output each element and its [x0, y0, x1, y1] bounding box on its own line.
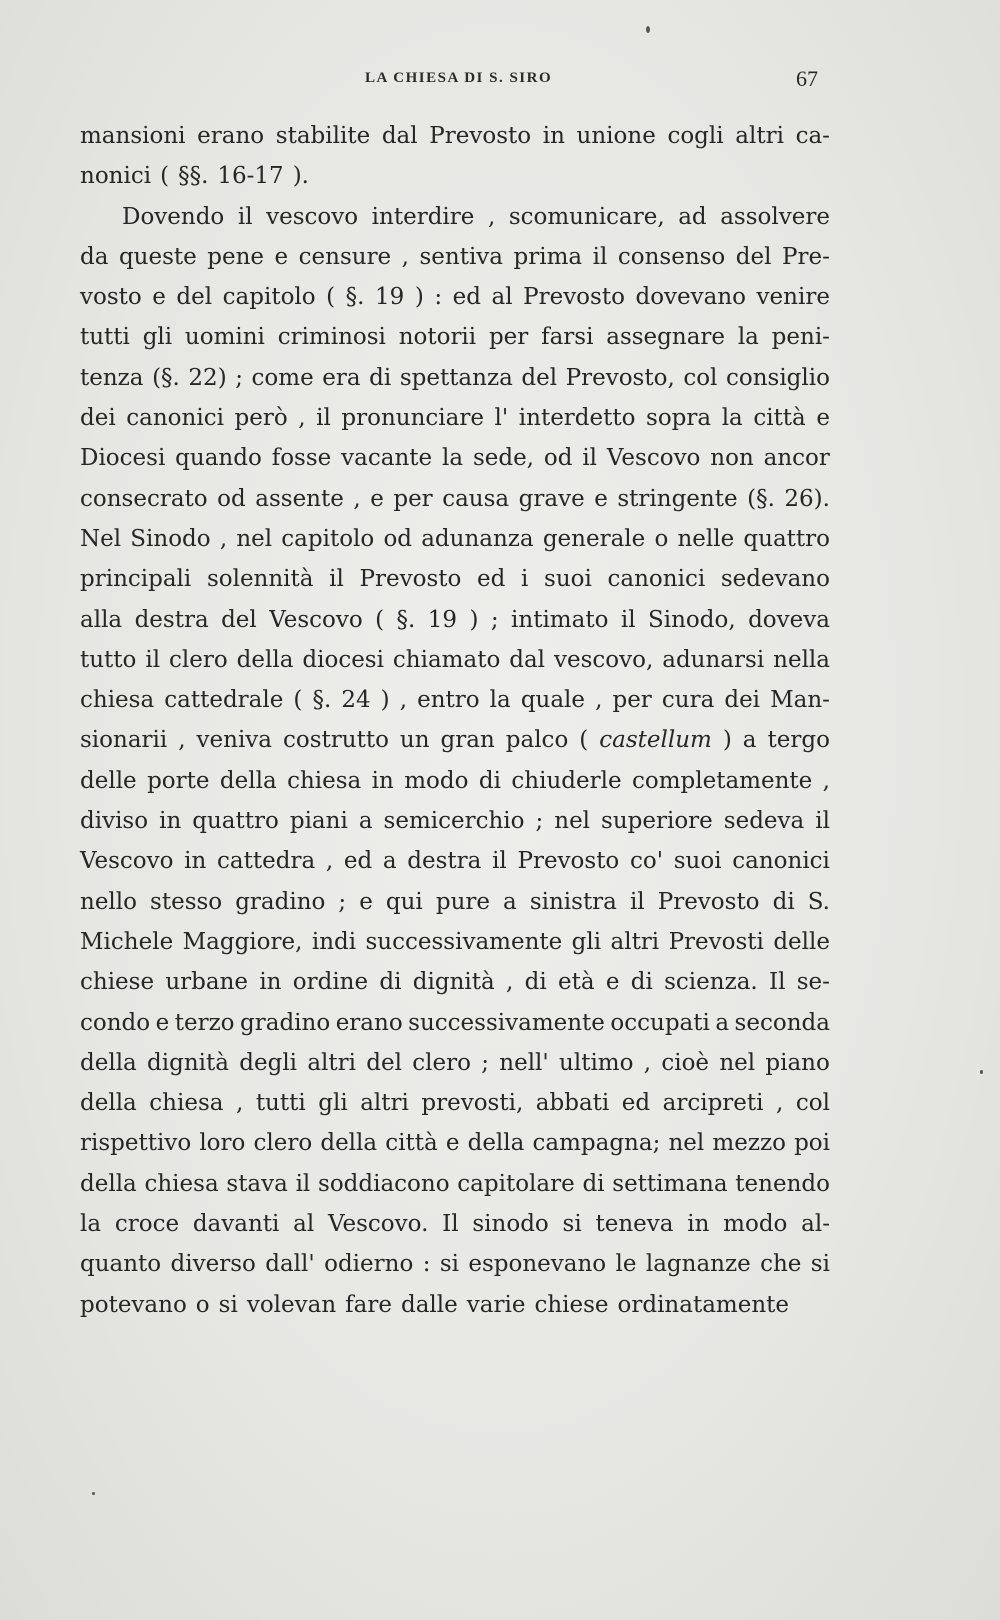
text-line: consecrato od assente , e per causa grave e stringente (§. 26).	[80, 485, 830, 512]
page-number: 67	[796, 66, 818, 91]
text-line: dei canonici però , il pronunciare l' interdetto sopra la città e	[80, 405, 830, 432]
text-line: da queste pene e censure , sentiva prima il consenso del Pre-	[80, 243, 830, 270]
text-line: della dignità degli altri del clero ; nell' ultimo , cioè nel piano	[80, 1049, 830, 1076]
text-line: principali solennità il Prevosto ed i suoi canonici sedevano	[80, 566, 830, 593]
text-line: tutto il clero della diocesi chiamato dal vescovo, adunarsi nella	[80, 646, 830, 673]
text-line: Dovendo il vescovo interdire , scomunicare, ad assolvere	[122, 203, 830, 230]
text-line: tutti gli uomini criminosi notorii per farsi assegnare la peni-	[80, 324, 830, 351]
text-line: nello stesso gradino ; e qui pure a sinistra il Prevosto di S.	[80, 888, 830, 915]
text-line: Diocesi quando fosse vacante la sede, od il Vescovo non ancor	[80, 445, 830, 472]
text-line: chiesa cattedrale ( §. 24 ) , entro la quale , per cura dei Man-	[80, 687, 830, 714]
text-line: nonici ( §§. 16-17 ).	[80, 163, 309, 190]
text-line: sionarii , veniva costrutto un gran palco ( castellum ) a tergo	[80, 727, 830, 754]
text-line: della chiesa , tutti gli altri prevosti, abbati ed arcipreti , col	[80, 1090, 830, 1117]
text-line: della chiesa stava il soddiacono capitolare di settimana tenendo	[80, 1170, 830, 1197]
paper-speck	[646, 26, 650, 33]
text-line: diviso in quattro piani a semicerchio ; nel superiore sedeva il	[80, 808, 830, 835]
text-line: rispettivo loro clero della città e della campagna; nel mezzo poi	[80, 1130, 830, 1157]
page-header	[0, 66, 1000, 96]
paper-speck	[980, 1070, 983, 1074]
text-line: Nel Sinodo , nel capitolo od adunanza generale o nelle quattro	[80, 525, 830, 552]
text-line: chiese urbane in ordine di dignità , di età e di scienza. Il se-	[80, 969, 830, 996]
text-line: delle porte della chiesa in modo di chiuderle completamente ,	[80, 767, 830, 794]
text-line: tenza (§. 22) ; come era di spettanza del Prevosto, col consiglio	[80, 364, 830, 391]
text-line: quanto diverso dall' odierno : si esponevano le lagnanze che si	[80, 1251, 830, 1278]
text-line: la croce davanti al Vescovo. Il sinodo si teneva in modo al-	[80, 1211, 830, 1238]
text-line: Vescovo in cattedra , ed a destra il Prevosto co' suoi canonici	[80, 848, 830, 875]
text-line: vosto e del capitolo ( §. 19 ) : ed al Prevosto dovevano venire	[80, 284, 830, 311]
text-line: condo e terzo gradino erano successivamente occupati a seconda	[80, 1009, 830, 1036]
running-head: LA CHIESA DI S. SIRO	[365, 70, 553, 86]
paper-speck	[92, 1492, 95, 1495]
text-line: Michele Maggiore, indi successivamente gli altri Prevosti delle	[80, 928, 830, 955]
text-line: potevano o si volevan fare dalle varie chiese ordinatamente	[80, 1291, 790, 1318]
text-line: alla destra del Vescovo ( §. 19 ) ; intimato il Sinodo, doveva	[80, 606, 830, 633]
body-text	[80, 116, 830, 1325]
text-line: mansioni erano stabilite dal Prevosto in unione cogli altri ca-	[80, 123, 830, 149]
